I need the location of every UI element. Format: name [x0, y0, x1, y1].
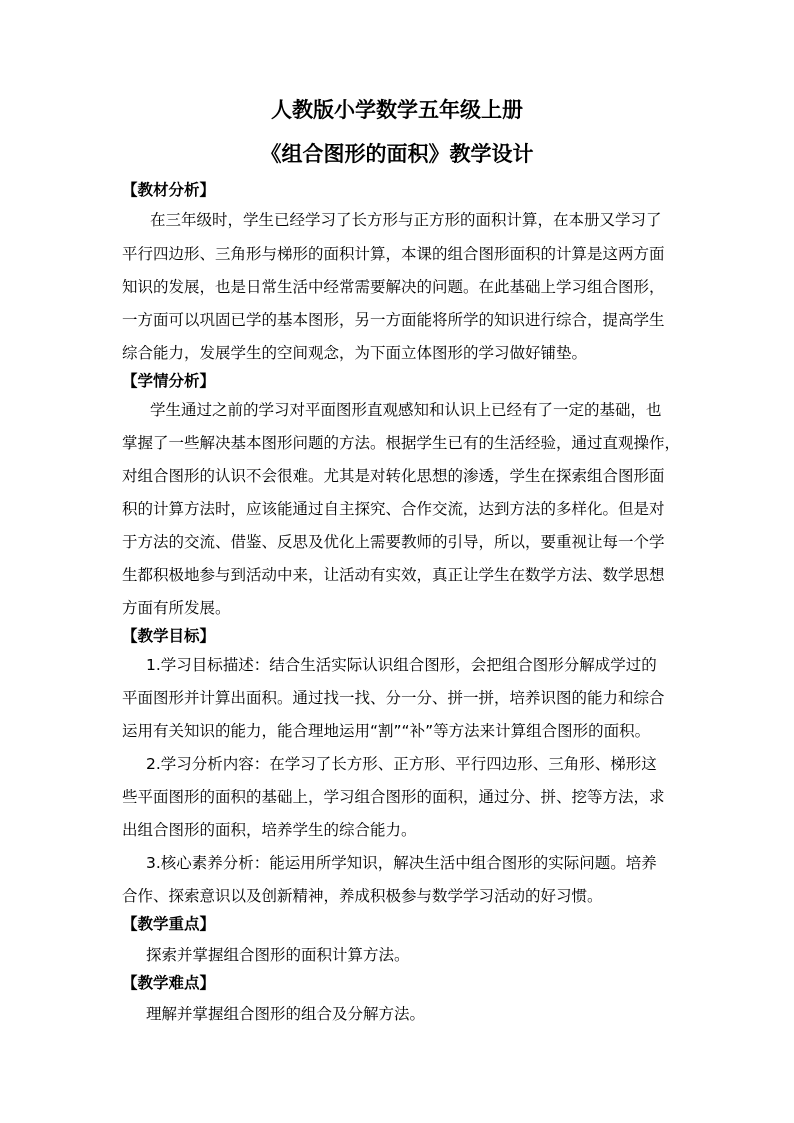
paragraph-line: 合作、探索意识以及创新精神，养成积极参与数学学习活动的好习惯。 [122, 887, 603, 905]
paragraph-line: 于方法的交流、借鉴、反思及优化上需要教师的引导，所以，要重视让每一个学 [122, 533, 665, 551]
paragraph-line: 探索并掌握组合图形的面积计算方法。 [146, 946, 410, 964]
paragraph-line: 方面有所发展。 [122, 599, 231, 617]
paragraph-line: 对组合图形的认识不会很难。尤其是对转化思想的渗透，学生在探索组合图形面 [122, 467, 665, 485]
section-heading-key-points: 【教学重点】 [122, 915, 216, 933]
paragraph-line: 掌握了一些解决基本图形问题的方法。根据学生已有的生活经验，通过直观操作， [122, 434, 681, 452]
paragraph-line: 1.学习目标描述：结合生活实际认识组合图形，会把组合图形分解成学过的 [146, 656, 657, 674]
paragraph-line: 3.核心素养分析：能运用所学知识，解决生活中组合图形的实际问题。培养 [146, 854, 657, 872]
paragraph-line: 一方面可以巩固已学的基本图形，另一方面能将所学的知识进行综合，提高学生 [122, 311, 665, 329]
section-heading-student-analysis: 【学情分析】 [122, 372, 216, 390]
paragraph-line: 积的计算方法时，应该能通过自主探究、合作交流，达到方法的多样化。但是对 [122, 500, 665, 518]
paragraph-line: 运用有关知识的能力，能合理地运用“割”“补”等方法来计算组合图形的面积。 [122, 722, 651, 740]
paragraph-line: 理解并掌握组合图形的组合及分解方法。 [146, 1005, 426, 1023]
document-subtitle: 《组合图形的面积》教学设计 [260, 142, 534, 166]
paragraph-line: 平行四边形、三角形与梯形的面积计算，本课的组合图形面积的计算是这两方面 [122, 245, 665, 263]
paragraph-line: 生都积极地参与到活动中来，让活动有实效，真正让学生在数学方法、数学思想 [122, 566, 665, 584]
section-heading-teaching-goals: 【教学目标】 [122, 627, 216, 645]
section-heading-difficult-points: 【教学难点】 [122, 974, 216, 992]
section-heading-textbook-analysis: 【教材分析】 [122, 181, 216, 199]
document-title: 人教版小学数学五年级上册 [271, 98, 523, 122]
paragraph-line: 学生通过之前的学习对平面图形直观感知和认识上已经有了一定的基础，也 [150, 401, 662, 419]
paragraph-line: 平面图形并计算出面积。通过找一找、分一分、拼一拼，培养识图的能力和综合 [122, 689, 665, 707]
paragraph-line: 综合能力，发展学生的空间观念，为下面立体图形的学习做好铺垫。 [122, 344, 588, 362]
paragraph-line: 些平面图形的面积的基础上，学习组合图形的面积，通过分、拼、挖等方法，求 [122, 788, 665, 806]
paragraph-line: 知识的发展，也是日常生活中经常需要解决的问题。在此基础上学习组合图形， [122, 278, 665, 296]
paragraph-line: 出组合图形的面积，培养学生的综合能力。 [122, 821, 417, 839]
paragraph-line: 2.学习分析内容：在学习了长方形、正方形、平行四边形、三角形、梯形这 [146, 755, 657, 773]
paragraph-line: 在三年级时，学生已经学习了长方形与正方形的面积计算，在本册又学习了 [150, 211, 662, 229]
